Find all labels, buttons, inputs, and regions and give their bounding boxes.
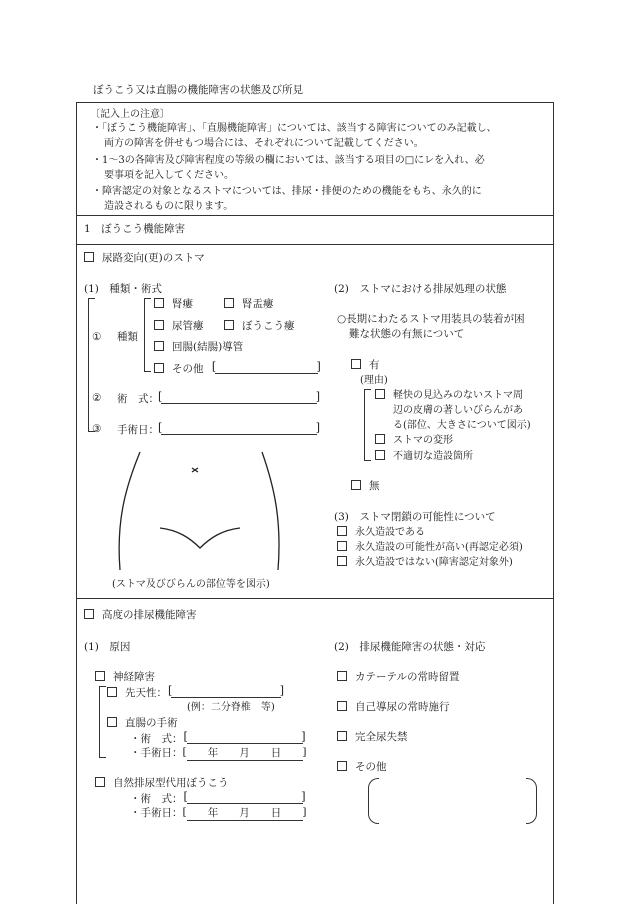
congenital-label: 先天性： [125, 687, 167, 699]
closure-option-likely-permanent [337, 541, 523, 554]
reason-checkbox[interactable] [375, 434, 385, 444]
closure-option-permanent [337, 526, 425, 539]
stoma-heading-label: 尿路変向(更)のストマ [102, 252, 205, 264]
kind-option-other [154, 362, 318, 376]
reason-1-line-2: 辺の皮膚の著しいびらんがあ [393, 405, 523, 416]
state-checkbox[interactable] [337, 701, 347, 711]
date-row [117, 423, 317, 437]
kind-label-text: 腎盂瘻 [242, 298, 274, 310]
kind-option-ileal-conduit [154, 341, 243, 354]
divider [76, 244, 553, 245]
appliance-question-line-2: 難な状態の有無について [349, 328, 465, 340]
rectal-surgery-label: 直腸の手術 [125, 717, 178, 729]
note-1-line-1: ・「ぼうこう機能障害」、「直腸機能障害」については、該当する障害についてのみ記載し、 [92, 123, 497, 134]
natural-bladder-checkbox[interactable] [95, 777, 105, 787]
state-option-label: その他 [355, 761, 387, 773]
kind-checkbox[interactable] [224, 320, 234, 330]
urine-handling-heading: (2) ストマにおける排尿処理の状態 [334, 283, 507, 295]
natural-method-field[interactable] [187, 792, 303, 804]
closure-heading: (3) ストマ閉鎖の可能性について [334, 511, 496, 523]
reason-3-label: 不適切な造設箇所 [393, 451, 473, 462]
kind-option-renal-pelvis-fistula [224, 298, 274, 311]
appliance-question-line-1: ○長期にわたるストマ用装具の装着が困 [337, 313, 525, 325]
other-left-paren [368, 778, 379, 824]
congenital-field[interactable] [171, 686, 281, 698]
reason-label: (理由) [360, 375, 388, 386]
state-option-label: 自己導尿の常時施行 [355, 701, 450, 713]
method-row [117, 392, 317, 406]
closure-checkbox[interactable] [337, 541, 347, 551]
diagram-caption: (ストマ及びびらんの部位等を図示) [112, 579, 270, 590]
date-label: 手術日： [117, 424, 159, 436]
method-label: 術 式： [117, 393, 159, 405]
congenital-row [107, 686, 281, 700]
congenital-checkbox[interactable] [107, 687, 117, 697]
surgery-date-field[interactable] [161, 423, 317, 435]
notes-heading: 〔記入上の注意〕 [90, 109, 170, 120]
abdomen-diagram[interactable] [110, 448, 290, 576]
item-number-1: ① [92, 331, 102, 343]
reason-1 [375, 389, 523, 402]
kind-label: 種類 [117, 331, 138, 343]
reason-bracket [364, 389, 371, 461]
rectal-date-label: ・手術日： [130, 747, 183, 759]
severe-dysfunction-label: 高度の排尿機能障害 [102, 609, 197, 621]
no-checkbox[interactable] [351, 480, 361, 490]
natural-date-text: 年 月 日 [207, 807, 282, 819]
section-1-title: 1 ぼうこう機能障害 [84, 223, 186, 235]
neuro-bracket [99, 686, 106, 758]
stoma-heading [84, 252, 205, 265]
neuro-label: 神経障害 [113, 671, 155, 683]
kind-checkbox[interactable] [154, 298, 164, 308]
other-detail-field[interactable] [380, 780, 524, 820]
natural-bladder-option [95, 777, 229, 790]
closure-option-label: 永久造設ではない(障害認定対象外) [355, 557, 513, 568]
closure-checkbox[interactable] [337, 526, 347, 536]
rectal-method-label: ・術 式： [130, 733, 183, 745]
state-option-label: 完全尿失禁 [355, 731, 408, 743]
kind-other-field[interactable] [215, 362, 318, 374]
reason-3 [375, 450, 473, 463]
reason-checkbox[interactable] [375, 389, 385, 399]
note-1-line-2: 両方の障害を併せもつ場合には、それぞれについて記載してください。 [104, 138, 424, 149]
no-label: 無 [369, 480, 380, 492]
rectal-method-field[interactable] [187, 732, 303, 744]
appliance-yes-option [351, 359, 380, 372]
yes-checkbox[interactable] [351, 359, 361, 369]
note-2-line-1: ・1～3の各障害及び障害程度の等級の欄においては、該当する項目の□にレを入れ、必 [92, 155, 485, 166]
kind-label-text: 腎瘻 [172, 298, 193, 310]
neuro-checkbox[interactable] [95, 671, 105, 681]
divider [76, 215, 553, 216]
reason-1-line-1: 軽快の見込みのないストマ周 [393, 390, 523, 401]
kind-checkbox[interactable] [154, 341, 164, 351]
state-option-label: カテーテルの常時留置 [355, 671, 460, 683]
rectal-surgery-checkbox[interactable] [107, 717, 117, 727]
kind-checkbox[interactable] [154, 320, 164, 330]
congenital-example: (例：二分脊椎 等) [187, 702, 275, 713]
kinds-outer-bracket [88, 298, 95, 432]
neuro-option [95, 671, 155, 684]
item-number-2: ② [92, 392, 102, 404]
kind-option-kidney-fistula [154, 298, 193, 311]
kind-option-ureter-fistula [154, 320, 204, 333]
natural-date-row [130, 806, 307, 821]
note-3-line-2: 造設されるものに限ります。 [104, 201, 234, 212]
appliance-no-option [351, 480, 380, 493]
page-title: ぼうこう又は直腸の機能障害の状態及び所見 [93, 84, 303, 96]
stoma-checkbox[interactable] [84, 252, 94, 262]
kind-label-text: ぼうこう瘻 [242, 320, 295, 332]
reason-2-label: ストマの変形 [393, 435, 453, 446]
method-field[interactable] [161, 392, 317, 404]
natural-date-field[interactable]: [ 年 月 日 ] [182, 806, 307, 819]
natural-method-row [130, 792, 303, 806]
state-heading: (2) 排尿機能障害の状態・対応 [334, 641, 486, 653]
closure-option-not-permanent [337, 556, 513, 569]
rectal-date-text: 年 月 日 [207, 747, 282, 759]
state-option-self-catheterization [337, 701, 450, 714]
state-option-incontinence [337, 731, 408, 744]
other-right-paren [526, 778, 537, 824]
kinds-inner-bracket [144, 298, 151, 372]
yes-label: 有 [369, 359, 380, 371]
state-checkbox[interactable] [337, 671, 347, 681]
reason-checkbox[interactable] [375, 450, 385, 460]
reason-2 [375, 434, 453, 447]
state-checkbox[interactable] [337, 761, 347, 771]
rectal-surgery-option [107, 717, 178, 730]
kind-option-bladder-fistula [224, 320, 295, 333]
reason-1-line-3: る(部位、大きさについて図示) [393, 420, 531, 431]
divider [76, 598, 553, 599]
kind-checkbox[interactable] [224, 298, 234, 308]
rectal-date-field[interactable]: [ 年 月 日 ] [182, 746, 307, 759]
item-number-3: ③ [92, 423, 102, 435]
note-2-line-2: 要事項を記入してください。 [104, 170, 234, 181]
closure-checkbox[interactable] [337, 556, 347, 566]
kind-label-text: 回腸(結腸)導管 [172, 341, 244, 353]
kind-method-heading: (1) 種類・術式 [84, 283, 162, 295]
state-checkbox[interactable] [337, 731, 347, 741]
kind-checkbox[interactable] [154, 363, 164, 373]
kind-label-text: その他 [172, 363, 204, 375]
kind-label-text: 尿管瘻 [172, 320, 204, 332]
closure-option-label: 永久造設である [355, 527, 425, 538]
natural-method-label: ・術 式： [130, 793, 183, 805]
natural-bladder-label: 自然排尿型代用ぼうこう [113, 777, 229, 789]
natural-date-label: ・手術日： [130, 807, 183, 819]
closure-option-label: 永久造設の可能性が高い(再認定必須) [355, 542, 523, 553]
state-option-other [337, 761, 387, 774]
cause-heading: (1) 原因 [84, 641, 131, 653]
severe-dysfunction-heading [84, 609, 197, 622]
state-option-catheter [337, 671, 459, 684]
severe-dysfunction-checkbox[interactable] [84, 609, 94, 619]
note-3-line-1: ・障害認定の対象となるストマについては、排尿・排便のための機能をもち、永久的に [92, 186, 482, 197]
rectal-date-row [130, 746, 307, 761]
rectal-method-row [130, 732, 303, 746]
